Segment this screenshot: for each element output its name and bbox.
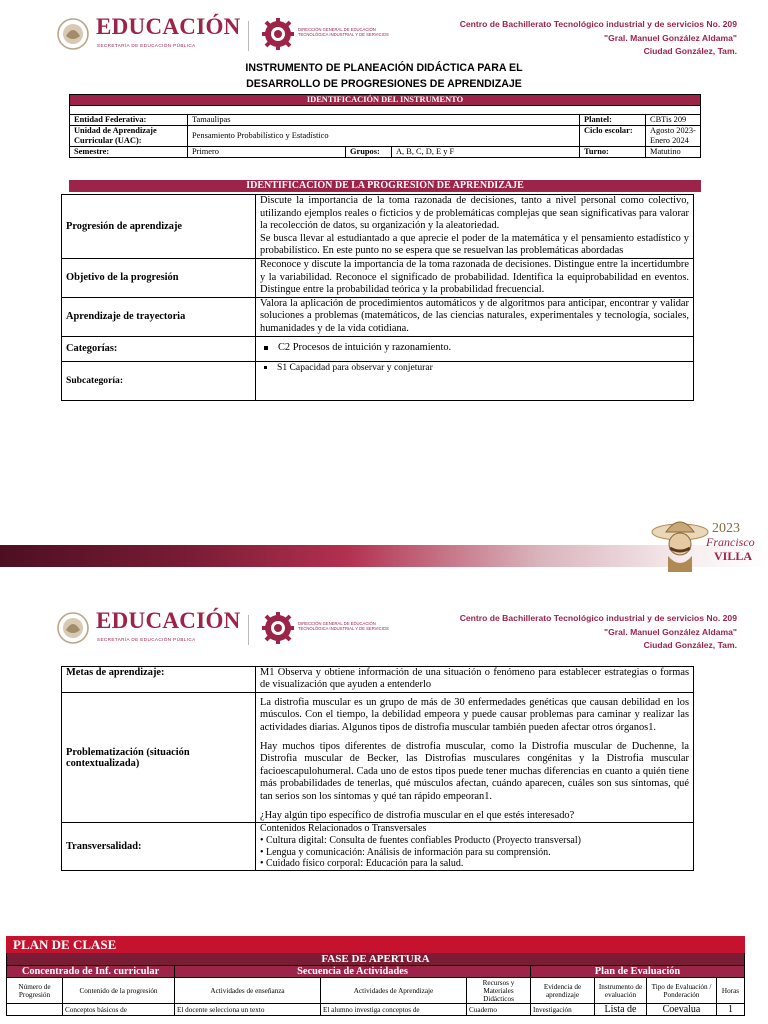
problem-p1: La distrofia muscular es un grupo de más de 30 enfermedades genéticas que causan debilidad en los músculos. Con el tiempo, la debilidad empeora y puede causar problemas para caminar y realizar las actividades diarias. Algunos tipos de distrofia muscular también pueden afectar otros órganos1. [260, 696, 689, 733]
edu-word: EDUCACIÓN [96, 608, 241, 633]
semestre-label: Semestre: [70, 147, 188, 158]
school-info [460, 18, 737, 59]
objetivo-label: Objetivo de la progresión [62, 258, 256, 297]
plantel-value: CBTis 209 [646, 115, 701, 126]
document-title [0, 60, 768, 92]
plan-cell: 1 [717, 1004, 745, 1016]
col-header: Horas [717, 978, 745, 1004]
uac-value: Pensamiento Probabilístico y Estadístico [188, 126, 580, 147]
ciclo-value: Agosto 2023-Enero 2024 [646, 126, 701, 147]
plan-cell: Cuaderno [467, 1004, 531, 1016]
transv-value [256, 823, 694, 870]
plan-title: PLAN DE CLASE [7, 937, 745, 953]
progression-table [61, 194, 694, 401]
objetivo-value: Reconoce y discute la importancia de la toma razonada de decisiones. Distingue entre la incertidumbre y la variabilidad. Reconoce el significado de probabilidad. Identifica la equiprobabilidad en eventos. Distingue entre la probabilidad teórica y la probabilidad frecuencial. [256, 258, 694, 297]
edu-sub: SECRETARÍA DE EDUCACIÓN PÚBLICA [97, 43, 196, 48]
semestre-value: Primero [188, 147, 346, 158]
dgeti-text: DIRECCIÓN GENERAL DE EDUCACIÓN TECNOLÓGICA INDUSTRIAL Y DE SERVICIOS [298, 621, 389, 631]
transv-line: • Lengua y comunicación: Análisis de información para su comprensión. [260, 846, 551, 858]
plan-cell [7, 1004, 63, 1016]
ciclo-label: Ciclo escolar: [580, 126, 646, 147]
school-name: Centro de Bachillerato Tecnológico industrial y de servicios No. 209 [459, 19, 737, 29]
transv-line: • Cuidado físico corporal: Educación para la salud. [260, 858, 464, 870]
school-city: Ciudad González, Tam. [643, 640, 737, 650]
problem-p2: Hay muchos tipos diferentes de distrofia muscular, como la Distrofia muscular de Duchenne, la Distrofia muscular de Becker, las Distrofias musculares congénitas y la Distrofia muscular facioescapulohumeral. Cada uno de estos tipos puede tener muchas diferencias en cuanto a quién tiene más probabilidades de tenerlas, qué músculos afectan, cuándo aparecen, cuáles son sus síntomas, qué tan serios son los síntomas y qué tan rápido empeoran1. [260, 741, 689, 802]
title-line2: DESARROLLO DE PROGRESIONES DE APRENDIZAJE [246, 78, 522, 90]
plan-cell: Coevalua [647, 1004, 717, 1016]
plan-cell: Investigación [531, 1004, 595, 1016]
turno-label: Turno: [580, 147, 646, 158]
progresion-value [256, 195, 694, 259]
villa-name2: VILLA [714, 549, 753, 563]
group-sequence: Secuencia de Actividades [175, 966, 531, 978]
problem-value [256, 692, 694, 823]
transv-label: Transversalidad: [62, 823, 256, 870]
identification-table [69, 94, 701, 158]
plan-cell: El alumno investiga conceptos de [321, 1004, 467, 1016]
edu-word: EDUCACIÓN [96, 14, 241, 39]
school-honoree: "Gral. Manuel González Aldama" [604, 626, 737, 637]
progresion-p1: Discute la importancia de la toma razonada de decisiones, tanto a nivel personal como colectivo, utilizando ejemplos reales o ficticios y de problemáticas complejas que sean significativas para valorar la recolección de datos, su organización y la aleatoriedad. [260, 195, 689, 232]
col-header: Actividades de Aprendizaje [321, 978, 467, 1004]
col-header: Contenido de la progresión [63, 978, 175, 1004]
entidad-value: Tamaulipas [188, 115, 580, 126]
francisco-villa-2023-logo [650, 510, 762, 572]
dgeti-logo [262, 610, 392, 650]
educacion-logo [56, 610, 241, 656]
col-header: Recursos y Materiales Didácticos [467, 978, 531, 1004]
categorias-value: C2 Procesos de intuición y razonamiento. [278, 342, 452, 354]
class-plan-table [6, 936, 745, 1016]
national-seal-icon [56, 16, 90, 52]
trayectoria-label: Aprendizaje de trayectoria [62, 297, 256, 336]
categorias-cell [256, 336, 694, 361]
col-header: Tipo de Evaluación / Ponderación [647, 978, 717, 1004]
dgeti-logo [262, 16, 392, 56]
categorias-label: Categorías: [62, 336, 256, 361]
villa-name1: Francisco [706, 535, 755, 549]
uac-label: Unidad de Aprendizaje Curricular (UAC): [70, 126, 188, 147]
identification-band: IDENTIFICACIÓN DEL INSTRUMENTO [70, 95, 701, 106]
educacion-logo [56, 16, 241, 62]
group-curricular: Concentrado de Inf. curricular [7, 966, 175, 978]
col-header: Instrumento de evaluación [595, 978, 647, 1004]
logo-divider [248, 21, 249, 51]
gear-logo-icon [262, 612, 294, 644]
grupos-value: A, B, C, D, E y F [392, 147, 580, 158]
dgeti-text: DIRECCIÓN GENERAL DE EDUCACIÓN TECNOLÓGICA INDUSTRIAL Y DE SERVICIOS [298, 27, 389, 37]
entidad-label: Entidad Federativa: [70, 115, 188, 126]
metas-value: M1 Observa y obtiene información de una situación o fenómeno para establecer estrategias o formas de visualización que ayuden a entenderlo [256, 667, 694, 693]
grupos-label: Grupos: [346, 147, 392, 158]
phase-title: FASE DE APERTURA [7, 953, 745, 966]
progression-band: IDENTIFICACIÓN DE LA PROGRESIÓN DE APRENDIZAJE [69, 180, 701, 192]
gear-logo-icon [262, 18, 294, 50]
progresion-p2: Se busca llevar al estudiantado a que aprecie el poder de la matemática y el pensamiento estadístico y probabilístico. En este punto no se espera que se resuelvan las problemáticas abordadas [260, 232, 689, 257]
trayectoria-value: Valora la aplicación de procedimientos automáticos y de algoritmos para anticipar, encontrar y validar soluciones a problemas (matemáticos, de las ciencias naturales, experimentales y tecnología, sociales, humanidades y de la vida cotidiana. [256, 297, 694, 336]
progresion-label: Progresión de aprendizaje [62, 195, 256, 259]
col-header: Actividades de enseñanza [175, 978, 321, 1004]
problem-label: Problematización (situación contextualizada) [62, 692, 256, 823]
national-seal-icon [56, 610, 90, 646]
bullet-icon [264, 346, 268, 350]
transv-line: Contenidos Relacionados o Transversales [260, 823, 427, 835]
edu-sub: SECRETARÍA DE EDUCACIÓN PÚBLICA [97, 637, 196, 642]
plan-cell: Conceptos básicos de [63, 1004, 175, 1016]
page1-header [0, 16, 768, 66]
school-city: Ciudad González, Tam. [643, 46, 737, 56]
plan-cell: El docente selecciona un texto [175, 1004, 321, 1016]
school-honoree: "Gral. Manuel González Aldama" [604, 32, 737, 43]
villa-year: 2023 [712, 521, 740, 536]
subcategoria-label: Subcategoría: [62, 361, 256, 400]
title-line1: INSTRUMENTO DE PLANEACIÓN DIDÁCTICA PARA EL [245, 62, 523, 74]
school-name: Centro de Bachillerato Tecnológico industrial y de servicios No. 209 [459, 613, 737, 623]
learning-goals-table [61, 666, 694, 871]
plan-cell: Lista de [595, 1004, 647, 1016]
transv-line: • Cultura digital: Consulta de fuentes confiables Producto (Proyecto transversal) [260, 835, 581, 847]
group-evaluation: Plan de Evaluación [531, 966, 745, 978]
school-info [460, 612, 737, 653]
plantel-label: Plantel: [580, 115, 646, 126]
col-header: Evidencia de aprendizaje [531, 978, 595, 1004]
col-header: Número de Progresión [7, 978, 63, 1004]
problem-p3: ¿Hay algún tipo específico de distrofia muscular en el que estés interesado? [260, 810, 575, 822]
subcategoria-value: S1 Capacidad para observar y conjeturar [277, 361, 433, 373]
bullet-icon [264, 366, 267, 369]
spacer-row [70, 106, 701, 115]
page2-header [0, 610, 768, 660]
subcategoria-cell [256, 361, 694, 400]
metas-label: Metas de aprendizaje: [62, 667, 256, 693]
turno-value: Matutino [646, 147, 701, 158]
logo-divider [248, 615, 249, 645]
